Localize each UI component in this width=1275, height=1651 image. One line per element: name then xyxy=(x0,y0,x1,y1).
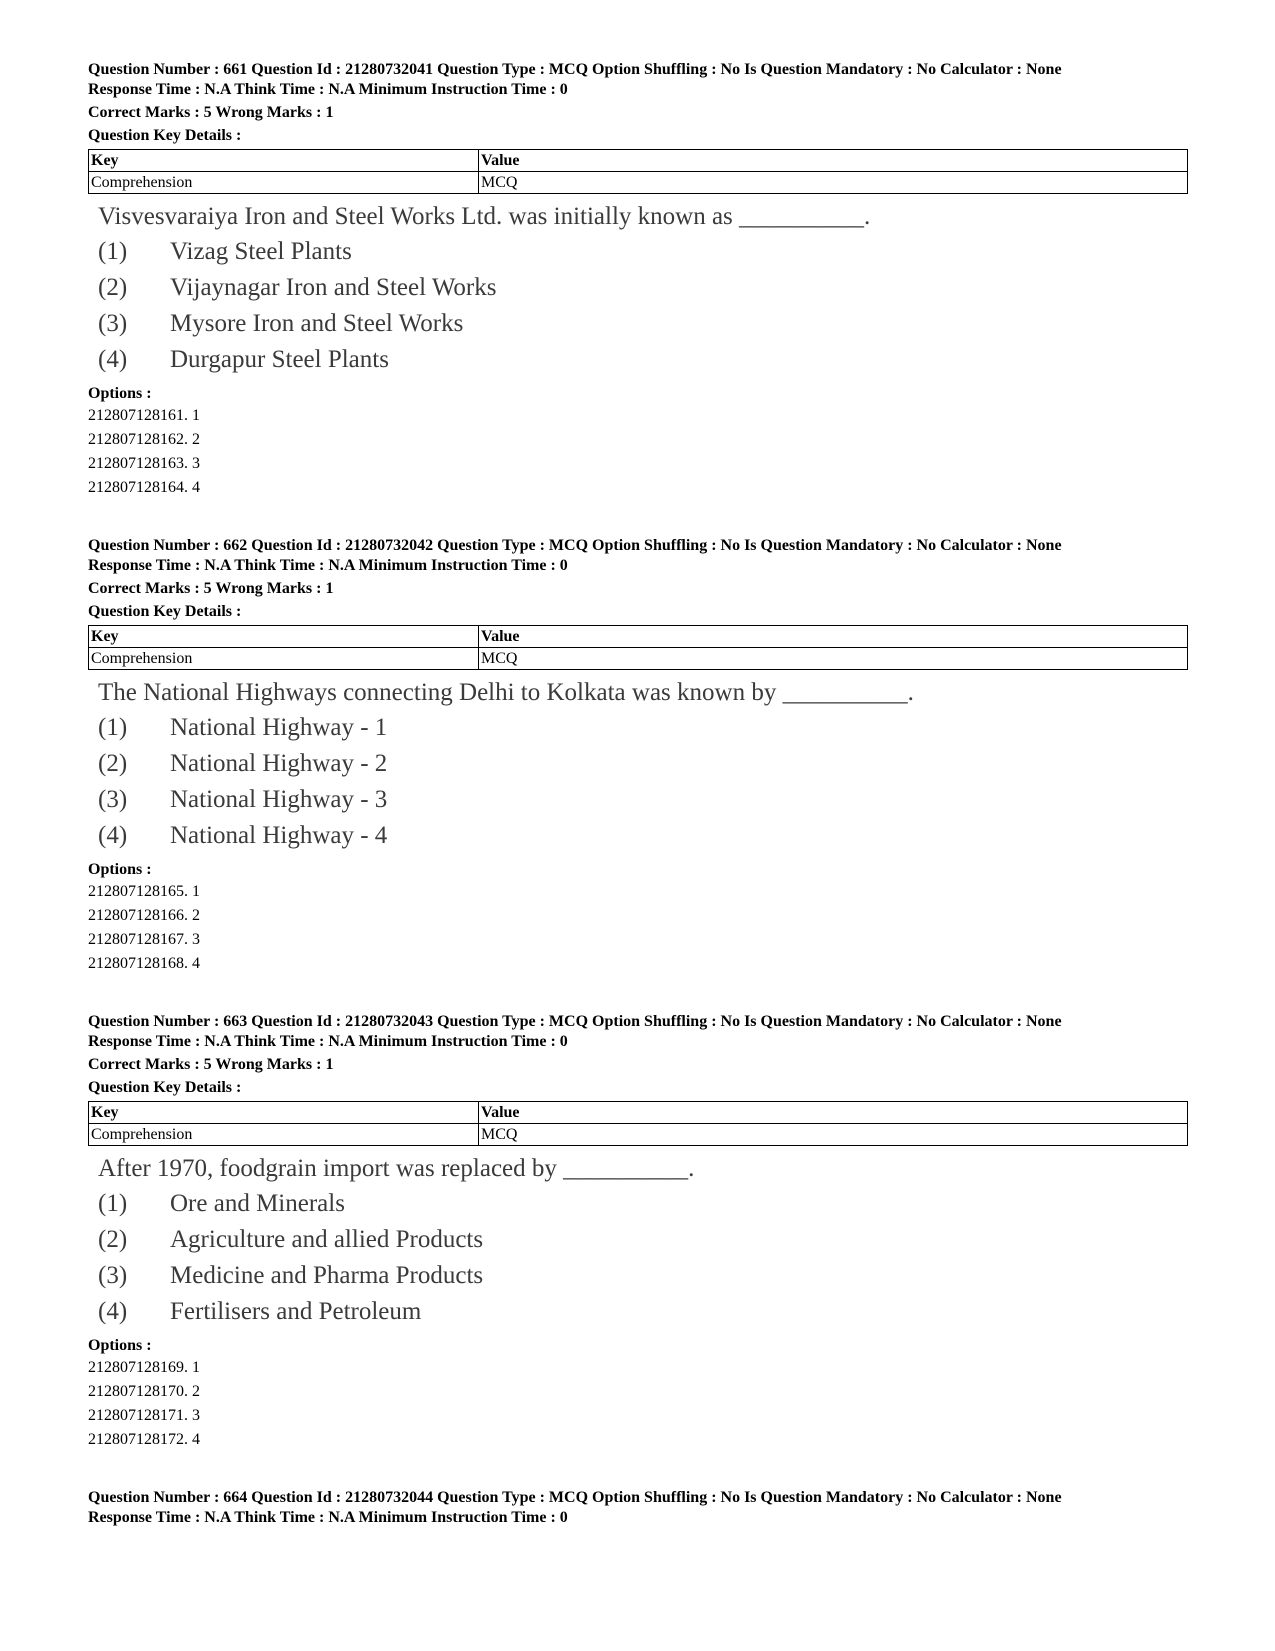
choice-item xyxy=(88,306,1188,342)
choice-number: (1) xyxy=(98,714,128,741)
choice-text: National Highway - 4 xyxy=(170,822,388,849)
option-id-line: 212807128163. 3 xyxy=(88,455,200,472)
question-block-663 xyxy=(88,1012,1188,1452)
value-cell: MCQ xyxy=(479,172,1188,194)
choice-text: Durgapur Steel Plants xyxy=(170,346,389,373)
question-marks: Correct Marks : 5 Wrong Marks : 1 xyxy=(88,1056,334,1073)
choice-number: (3) xyxy=(98,310,128,337)
choice-number: (4) xyxy=(98,346,128,373)
options-label: Options : xyxy=(88,1337,152,1354)
key-cell: Comprehension xyxy=(89,172,479,194)
value-header: Value xyxy=(479,150,1188,172)
choice-number: (2) xyxy=(98,1226,128,1253)
option-id-line: 212807128162. 2 xyxy=(88,431,200,448)
choice-text: Vijaynagar Iron and Steel Works xyxy=(170,274,497,301)
question-meta: Question Number : 661 Question Id : 21280732041 Question Type : MCQ Option Shuffling : No Is Question Mandatory : No Calculator : None xyxy=(88,61,1062,78)
question-stem: Visvesvaraiya Iron and Steel Works Ltd. was initially known as __________. xyxy=(98,203,871,230)
question-block-661 xyxy=(88,60,1188,500)
choice-text: National Highway - 3 xyxy=(170,786,388,813)
choice-text: National Highway - 2 xyxy=(170,750,388,777)
choice-item xyxy=(88,234,1188,270)
question-timing: Response Time : N.A Think Time : N.A Minimum Instruction Time : 0 xyxy=(88,1509,568,1526)
question-image-text xyxy=(88,1152,1188,1330)
choice-text: Vizag Steel Plants xyxy=(170,238,352,265)
key-details-label: Question Key Details : xyxy=(88,603,242,620)
option-id-line: 212807128170. 2 xyxy=(88,1383,200,1400)
question-meta: Question Number : 663 Question Id : 21280732043 Question Type : MCQ Option Shuffling : No Is Question Mandatory : No Calculator : None xyxy=(88,1013,1062,1030)
choice-text: Mysore Iron and Steel Works xyxy=(170,310,464,337)
key-cell: Comprehension xyxy=(89,1124,479,1146)
value-header: Value xyxy=(479,1102,1188,1124)
question-meta: Question Number : 662 Question Id : 21280732042 Question Type : MCQ Option Shuffling : No Is Question Mandatory : No Calculator : None xyxy=(88,537,1062,554)
question-timing: Response Time : N.A Think Time : N.A Minimum Instruction Time : 0 xyxy=(88,1033,568,1050)
question-stem: After 1970, foodgrain import was replaced by __________. xyxy=(98,1155,695,1182)
key-details-table xyxy=(88,1101,1188,1146)
question-timing: Response Time : N.A Think Time : N.A Minimum Instruction Time : 0 xyxy=(88,557,568,574)
choice-number: (4) xyxy=(98,1298,128,1325)
choice-number: (3) xyxy=(98,786,128,813)
option-id-line: 212807128168. 4 xyxy=(88,955,200,972)
question-block-662 xyxy=(88,536,1188,976)
choice-number: (3) xyxy=(98,1262,128,1289)
key-details-label: Question Key Details : xyxy=(88,1079,242,1096)
question-marks: Correct Marks : 5 Wrong Marks : 1 xyxy=(88,104,334,121)
option-id-line: 212807128164. 4 xyxy=(88,479,200,496)
choice-item xyxy=(88,710,1188,746)
choice-text: National Highway - 1 xyxy=(170,714,388,741)
choice-text: Agriculture and allied Products xyxy=(170,1226,484,1253)
option-id-line: 212807128166. 2 xyxy=(88,907,200,924)
question-timing: Response Time : N.A Think Time : N.A Minimum Instruction Time : 0 xyxy=(88,81,568,98)
value-cell: MCQ xyxy=(479,1124,1188,1146)
choice-number: (2) xyxy=(98,750,128,777)
document-page xyxy=(88,60,1188,1528)
choice-item xyxy=(88,782,1188,818)
choice-item xyxy=(88,818,1188,854)
key-header: Key xyxy=(89,626,479,648)
options-label: Options : xyxy=(88,861,152,878)
choice-item xyxy=(88,1258,1188,1294)
choice-item xyxy=(88,1294,1188,1330)
choice-item xyxy=(88,270,1188,306)
choice-text: Medicine and Pharma Products xyxy=(170,1262,484,1289)
value-cell: MCQ xyxy=(479,648,1188,670)
choice-item xyxy=(88,746,1188,782)
option-id-line: 212807128169. 1 xyxy=(88,1359,200,1376)
choice-item xyxy=(88,1222,1188,1258)
choice-text: Fertilisers and Petroleum xyxy=(170,1298,422,1325)
option-id-line: 212807128161. 1 xyxy=(88,407,200,424)
options-label: Options : xyxy=(88,385,152,402)
choice-number: (2) xyxy=(98,274,128,301)
key-details-table xyxy=(88,149,1188,194)
question-marks: Correct Marks : 5 Wrong Marks : 1 xyxy=(88,580,334,597)
key-header: Key xyxy=(89,1102,479,1124)
question-image-text xyxy=(88,676,1188,854)
choice-text: Ore and Minerals xyxy=(170,1190,345,1217)
key-details-label: Question Key Details : xyxy=(88,127,242,144)
question-block-664 xyxy=(88,1488,1188,1528)
choice-item xyxy=(88,1186,1188,1222)
key-details-table xyxy=(88,625,1188,670)
key-cell: Comprehension xyxy=(89,648,479,670)
key-header: Key xyxy=(89,150,479,172)
option-id-line: 212807128167. 3 xyxy=(88,931,200,948)
option-id-line: 212807128172. 4 xyxy=(88,1431,200,1448)
question-meta: Question Number : 664 Question Id : 21280732044 Question Type : MCQ Option Shuffling : No Is Question Mandatory : No Calculator : None xyxy=(88,1489,1062,1506)
value-header: Value xyxy=(479,626,1188,648)
question-stem: The National Highways connecting Delhi to Kolkata was known by __________. xyxy=(98,679,914,706)
choice-number: (1) xyxy=(98,238,128,265)
option-id-line: 212807128165. 1 xyxy=(88,883,200,900)
choice-item xyxy=(88,342,1188,378)
choice-number: (4) xyxy=(98,822,128,849)
option-id-line: 212807128171. 3 xyxy=(88,1407,200,1424)
question-image-text xyxy=(88,200,1188,378)
choice-number: (1) xyxy=(98,1190,128,1217)
